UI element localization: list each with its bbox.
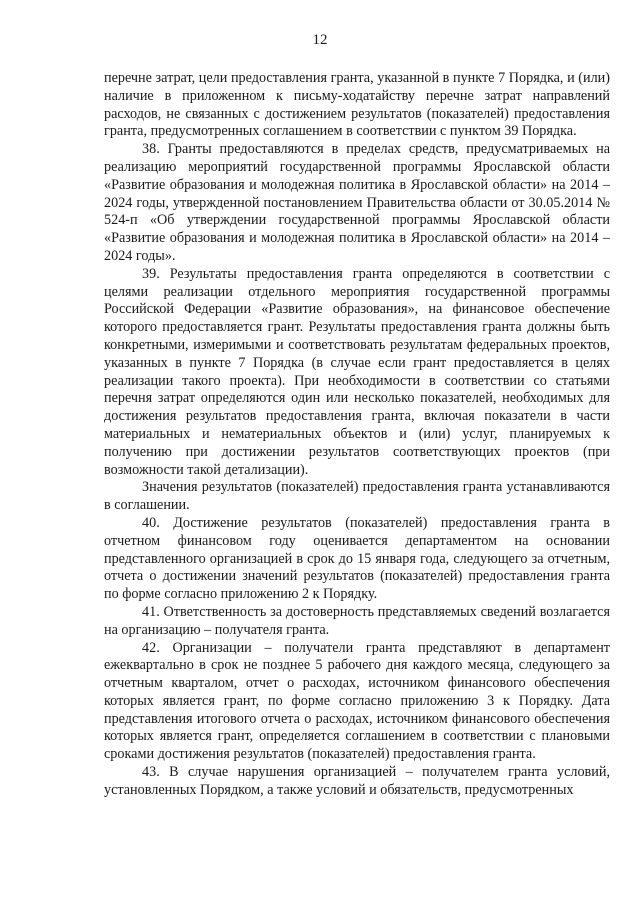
paragraph-39: 39. Результаты предоставления гранта определяются в соответствии с целями реализации отдельного мероприятия государственной программы Российской Федерации «Развитие образования», на финансовое обеспечение которого предоставляется грант. Результаты предоставления гранта должны быть конкретными, измеримыми и соответствовать результатам федеральных проектов, указанных в пункте 7 Порядка (в случае если грант предоставляется в целях реализации такого проекта). При необходимости в соответствии со статьями перечня затрат определяются один или несколько показателей, необходимых для достижения результатов предоставления гранта, включая показатели в части материальных и нематериальных объектов и (или) услуг, планируемых к получению при достижении результатов соответствующих проектов (при возможности такой детализации). xyxy=(104,265,610,478)
paragraph-38: 38. Гранты предоставляются в пределах средств, предусматриваемых на реализацию мероприятий государственной программы Ярославской области «Развитие образования и молодежная политика в Ярославской области» на 2014 – 2024 годы, утвержденной постановлением Правительства области от 30.05.2014 № 524-п «Об утверждении государственной программы Ярославской области «Развитие образования и молодежная политика в Ярославской области» на 2014 – 2024 годы». xyxy=(104,141,610,264)
paragraph-40: 40. Достижение результатов (показателей) предоставления гранта в отчетном финансовом году оценивается департаментом на основании представленного организацией в срок до 15 января года, следующего за отчетным, отчета о достижении значений результатов (показателей) предоставления гранта по форме согласно приложению 2 к Порядку. xyxy=(104,514,610,603)
paragraph-42: 42. Организации – получатели гранта представляют в департамент ежеквартально в срок не позднее 5 рабочего дня каждого месяца, следующего за отчетным кварталом, отчет о расходах, источником финансового обеспечения которых является грант, по форме согласно приложению 3 к Порядку. Дата представления итогового отчета о расходах, источником финансового обеспечения которых является грант, определяется соглашением в соответствии с плановыми сроками достижения результатов (показателей) предоставления гранта. xyxy=(104,639,610,763)
paragraph-41: 41. Ответственность за достоверность представляемых сведений возлагается на организацию – получателя гранта. xyxy=(104,603,610,638)
paragraph-continuation: перечне затрат, цели предоставления гранта, указанной в пункте 7 Порядка, и (или) наличие в приложенном к письму-ходатайству перечне затрат направлений расходов, не связанных с достижением результатов (показателей) предоставления гранта, предусмотренных соглашением в соответствии с пунктом 39 Порядка. xyxy=(104,70,610,140)
page-number: 12 xyxy=(312,32,328,48)
paragraph-39-values: Значения результатов (показателей) предоставления гранта устанавливаются в соглашении. xyxy=(104,479,610,514)
paragraph-43: 43. В случае нарушения организацией – получателем гранта условий, установленных Порядком, а также условий и обязательств, предусмотренных xyxy=(104,764,610,798)
document-body xyxy=(104,70,610,800)
